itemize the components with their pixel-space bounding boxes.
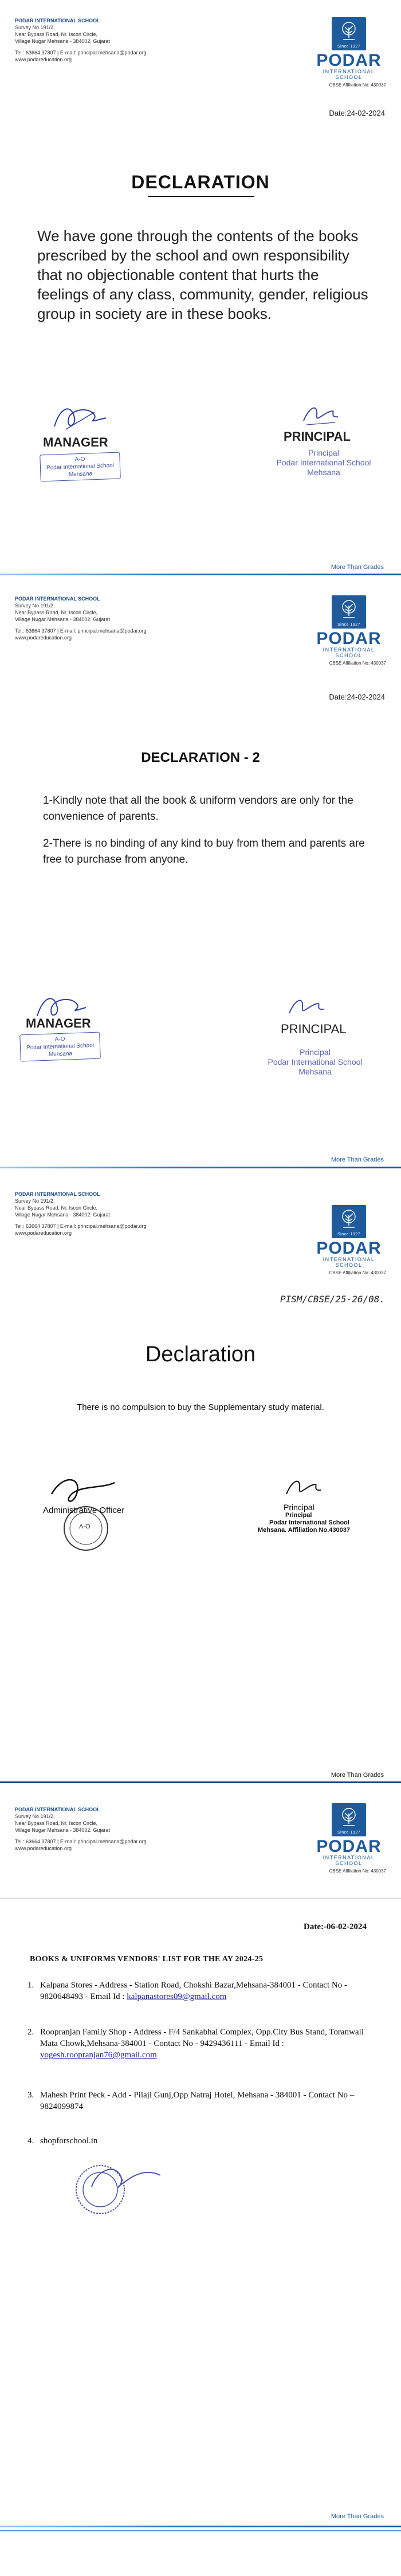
declaration-item: 2-There is no binding of any kind to buy from them and parents are free to purchase from anyone. — [43, 837, 365, 866]
stamp-line: Mehsana — [48, 1050, 73, 1058]
logo-emblem — [332, 1205, 366, 1238]
logo-subtitle: INTERNATIONAL SCHOOL — [323, 1855, 375, 1866]
vendor-details: shopforschool.in — [40, 2136, 98, 2146]
address-line: Survey No 191/2, — [15, 1198, 55, 1204]
school-name: PODAR INTERNATIONAL SCHOOL — [15, 18, 100, 23]
address-line: Survey No 191/2, — [15, 1814, 55, 1819]
document-date: Date:24-02-2024 — [329, 693, 385, 701]
stamp-line: Podar International School — [46, 462, 115, 472]
contact-line: Tel.: 63664 37807 | E-mail: principal.mehsana@podar.org — [15, 1223, 147, 1229]
seal-text: A-O — [79, 1523, 91, 1530]
vendor-list-page — [0, 1792, 401, 2576]
school-name: PODAR INTERNATIONAL SCHOOL — [15, 596, 100, 602]
school-address-block — [15, 17, 147, 63]
vendor-details: Kalpana Stores - Address - Station Road, Chokshi Bazar,Mehsana-384001 - Contact No - 9820648493 - Email Id : — [40, 1981, 347, 2001]
school-address-block — [15, 1191, 147, 1236]
principal-signature — [286, 993, 327, 1022]
vendor-number: 1. — [27, 1981, 34, 1990]
logo-subtitle: INTERNATIONAL SCHOOL — [323, 647, 375, 658]
principal-signature — [301, 401, 341, 429]
since-label: Since 1927 — [337, 45, 361, 49]
logo-brand: PODAR — [316, 629, 382, 648]
principal-stamp — [269, 448, 378, 477]
declaration-page-2 — [0, 578, 401, 1174]
principal-stamp — [258, 1512, 384, 1534]
page-title: Declaration — [145, 1342, 256, 1366]
affiliation-number: CBSE Affiliation No: 430037 — [329, 1868, 386, 1874]
footer-line — [0, 1167, 401, 1168]
stamp-line: Mehsana. Affiliation No.430037 — [258, 1527, 350, 1534]
school-name: PODAR INTERNATIONAL SCHOOL — [15, 1191, 100, 1197]
since-label: Since 1927 — [337, 1232, 361, 1236]
vendor-email-link[interactable]: kalpanastores09@gmail.com — [127, 1992, 227, 2001]
vendor-details: Mahesh Print Peck - Add - Pilaji Gunj,Opp Natraj Hotel, Mehsana - 384001 - Contact No – 9824099874 — [40, 2091, 355, 2111]
official-seal — [69, 2158, 166, 2221]
vendor-item — [27, 2089, 367, 2112]
footer-tagline: More Than Grades — [331, 2513, 384, 2520]
tree-icon — [337, 599, 360, 619]
stamp-line: A-O — [54, 1036, 65, 1043]
contact-line: Tel.: 63664 37807 | E-mail: principal.mehsana@podar.org — [15, 628, 147, 634]
stamp-line: Podar International School — [269, 1519, 349, 1526]
address-line: Survey No 191/2, — [15, 25, 55, 30]
logo-subtitle: INTERNATIONAL SCHOOL — [323, 1257, 375, 1268]
school-name: PODAR INTERNATIONAL SCHOOL — [15, 1807, 100, 1812]
principal-label: Principal — [284, 1503, 314, 1512]
vendor-item — [27, 2026, 367, 2061]
stamp-line: Podar International School — [26, 1042, 95, 1052]
website-line: www.podareducation.org — [15, 1846, 72, 1851]
affiliation-number: CBSE Affiliation No: 430037 — [329, 1270, 386, 1275]
address-line: Village Nugar Mehsana - 384002. Gujarat — [15, 1827, 110, 1833]
vendor-number: 4. — [27, 2136, 34, 2146]
podar-logo — [312, 17, 386, 88]
vendor-email-link[interactable]: yogesh.roopranjan76@gmail.com — [40, 2050, 157, 2060]
principal-label: PRINCIPAL — [284, 429, 351, 444]
footer-tagline: More Than Grades — [331, 564, 384, 571]
declaration-body: We have gone through the contents of the books prescribed by the school and own responsibility that no objectionable content that hurts the feelings of any class, community, gender, religious group in society are in these books. — [37, 227, 368, 322]
vendor-number: 3. — [27, 2091, 34, 2100]
stamp-line: Principal — [300, 1048, 331, 1057]
vendor-details: Roopranjan Family Shop - Address - F/4 Sankabhai Complex, Opp.City Bus Stand, Toranwali Mata Chowk,Mehsana-384001 - Contact No - 9429436111 - Email Id : — [40, 2028, 364, 2048]
stamp-line: A-O — [74, 456, 85, 463]
website-line: www.podareducation.org — [15, 635, 72, 641]
officer-label: Administrative Officer — [43, 1506, 125, 1515]
address-line: Village Nugar Mehsana - 384002. Gujarat — [15, 1212, 110, 1218]
address-line: Near Bypass Road, Nr. Iscon Circle, — [15, 31, 98, 37]
footer-line — [0, 1781, 401, 1783]
stamp-line: Podar International School — [268, 1057, 363, 1066]
logo-brand: PODAR — [316, 51, 382, 70]
declaration-body: There is no compulsion to buy the Supplementary study material. — [77, 1402, 324, 1412]
declaration-page-3 — [0, 1174, 401, 1792]
address-line: Village Nugar Mehsana - 384002. Gujarat — [15, 38, 110, 44]
school-address-block — [15, 1806, 147, 1852]
principal-signature — [284, 1474, 324, 1503]
tree-icon — [337, 1208, 360, 1229]
declaration-page-1 — [0, 0, 401, 578]
document-date: Date:24-02-2024 — [329, 109, 385, 117]
vendor-list-title: BOOKS & UNIFORMS VENDORS' LIST FOR THE AY 2024-25 — [30, 1955, 264, 1963]
since-label: Since 1927 — [337, 623, 361, 627]
stamp-line: Mehsana — [68, 471, 93, 478]
footer-line — [0, 574, 401, 575]
tree-icon — [337, 21, 360, 41]
contact-line: Tel.: 63664 37807 | E-mail: principal.mehsana@podar.org — [15, 50, 147, 56]
document-date: Date:-06-02-2024 — [304, 1922, 367, 1931]
vendor-number: 2. — [27, 2028, 34, 2037]
title-underline — [148, 196, 254, 197]
address-line: Near Bypass Road, Nr. Iscon Circle, — [15, 1820, 98, 1826]
podar-logo — [312, 1803, 386, 1874]
stamp-line: Podar International School — [276, 458, 371, 467]
address-line: Near Bypass Road, Nr. Iscon Circle, — [15, 610, 98, 615]
contact-line: Tel.: 63664 37807 | E-mail: principal.mehsana@podar.org — [15, 1839, 147, 1844]
page-title: DECLARATION — [131, 172, 270, 192]
affiliation-number: CBSE Affiliation No: 430037 — [329, 661, 386, 666]
logo-emblem — [332, 1803, 366, 1836]
vendor-item — [27, 1980, 367, 2002]
footer-tagline: More Than Grades — [331, 1156, 384, 1163]
tree-icon — [337, 1807, 360, 1827]
logo-subtitle: INTERNATIONAL SCHOOL — [323, 69, 375, 80]
manager-stamp — [19, 1032, 101, 1062]
logo-emblem — [332, 595, 366, 629]
header-divider — [0, 1898, 401, 1899]
stamp-line: Mehsana — [307, 468, 340, 477]
logo-brand: PODAR — [316, 1239, 382, 1258]
podar-logo — [312, 1205, 386, 1275]
address-line: Village Nugar Mehsana - 384002. Gujarat — [15, 617, 110, 622]
school-address-block — [15, 595, 147, 641]
website-line: www.podareducation.org — [15, 57, 72, 62]
declaration-item: 1-Kindly note that all the book & uniform vendors are only for the convenience of parents. — [43, 795, 353, 823]
logo-emblem — [332, 17, 366, 50]
address-line: Survey No 191/2, — [15, 603, 55, 609]
principal-label: PRINCIPAL — [281, 1022, 347, 1036]
address-line: Near Bypass Road, Nr. Iscon Circle, — [15, 1205, 98, 1211]
stamp-line: Mehsana — [298, 1067, 332, 1076]
vendor-item — [27, 2135, 367, 2147]
manager-stamp — [40, 452, 121, 482]
reference-number: PISM/CBSE/25-26/08. — [280, 1294, 385, 1305]
website-line: www.podareducation.org — [15, 1230, 72, 1236]
manager-label: MANAGER — [26, 1016, 91, 1030]
footer-line-secondary — [0, 2530, 401, 2531]
stamp-line: Principal — [308, 448, 339, 457]
podar-logo — [312, 595, 386, 666]
manager-signature — [49, 401, 112, 435]
manager-label: MANAGER — [43, 435, 108, 449]
stamp-line: Principal — [285, 1512, 312, 1519]
footer-tagline: More Than Grades — [331, 1772, 384, 1779]
page-title: DECLARATION - 2 — [141, 750, 260, 765]
affiliation-number: CBSE Affiliation No: 430037 — [329, 82, 386, 88]
logo-brand: PODAR — [316, 1837, 382, 1856]
footer-line — [0, 2526, 401, 2527]
since-label: Since 1927 — [337, 1831, 361, 1835]
principal-stamp — [261, 1048, 369, 1077]
